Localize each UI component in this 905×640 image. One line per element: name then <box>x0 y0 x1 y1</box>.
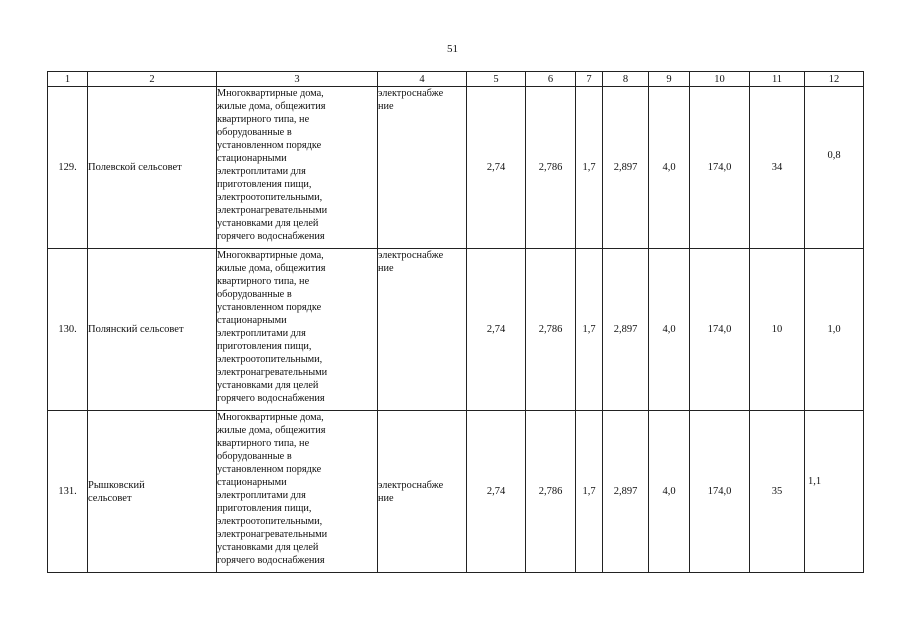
col-header-1: 1 <box>48 72 88 87</box>
cell-col9: 4,0 <box>649 87 690 249</box>
cell-col5: 2,74 <box>467 249 526 411</box>
housing-description: Многоквартирные дома, жилые дома, общежития квартирного типа, не оборудованные в установленном порядке стационарными электроплитами для приготовления пищи, электроотопительными, электронагревательными установками для целей горячего водоснабжения <box>217 249 378 411</box>
header-row <box>48 72 864 87</box>
cell-col10: 174,0 <box>690 411 750 573</box>
cell-col7: 1,7 <box>576 411 603 573</box>
cell-col5: 2,74 <box>467 411 526 573</box>
col-header-10: 10 <box>690 72 750 87</box>
housing-description: Многоквартирные дома, жилые дома, общежития квартирного типа, не оборудованные в установленном порядке стационарными электроплитами для приготовления пищи, электроотопительными, электронагревательными установками для целей горячего водоснабжения <box>217 411 378 573</box>
cell-col6: 2,786 <box>526 411 576 573</box>
page-number: 51 <box>447 43 458 55</box>
cell-col10: 174,0 <box>690 249 750 411</box>
cell-col12 <box>805 87 864 249</box>
col-header-3: 3 <box>217 72 378 87</box>
cell-col9: 4,0 <box>649 249 690 411</box>
cell-col10: 174,0 <box>690 87 750 249</box>
row-number: 129. <box>48 87 88 249</box>
cell-col5: 2,74 <box>467 87 526 249</box>
col-header-7: 7 <box>576 72 603 87</box>
table-row <box>48 87 864 249</box>
col-header-5: 5 <box>467 72 526 87</box>
cell-col12-value: 1,1 <box>808 476 822 487</box>
settlement-name: Рышковский сельсовет <box>88 411 217 573</box>
cell-col6: 2,786 <box>526 87 576 249</box>
cell-col12-value: 1,0 <box>827 324 841 335</box>
col-header-6: 6 <box>526 72 576 87</box>
cell-col8: 2,897 <box>603 411 649 573</box>
col-header-8: 8 <box>603 72 649 87</box>
table-row <box>48 411 864 573</box>
row-number: 130. <box>48 249 88 411</box>
col-header-2: 2 <box>88 72 217 87</box>
cell-col11: 35 <box>750 411 805 573</box>
cell-col7: 1,7 <box>576 249 603 411</box>
cell-col8: 2,897 <box>603 87 649 249</box>
tariff-table <box>47 71 864 573</box>
cell-col7: 1,7 <box>576 87 603 249</box>
cell-col6: 2,786 <box>526 249 576 411</box>
cell-col12-value: 0,8 <box>827 150 841 161</box>
cell-col11: 10 <box>750 249 805 411</box>
col-header-9: 9 <box>649 72 690 87</box>
col-header-11: 11 <box>750 72 805 87</box>
table-row <box>48 249 864 411</box>
utility-type: электроснабже ние <box>378 249 467 411</box>
settlement-name: Полянский сельсовет <box>88 249 217 411</box>
settlement-name: Полевской сельсовет <box>88 87 217 249</box>
cell-col12 <box>805 411 864 573</box>
row-number: 131. <box>48 411 88 573</box>
col-header-12: 12 <box>805 72 864 87</box>
cell-col11: 34 <box>750 87 805 249</box>
utility-type: электроснабже ние <box>378 411 467 573</box>
housing-description: Многоквартирные дома, жилые дома, общежития квартирного типа, не оборудованные в установленном порядке стационарными электроплитами для приготовления пищи, электроотопительными, электронагревательными установками для целей горячего водоснабжения <box>217 87 378 249</box>
cell-col9: 4,0 <box>649 411 690 573</box>
utility-type: электроснабже ние <box>378 87 467 249</box>
col-header-4: 4 <box>378 72 467 87</box>
cell-col8: 2,897 <box>603 249 649 411</box>
cell-col12 <box>805 249 864 411</box>
